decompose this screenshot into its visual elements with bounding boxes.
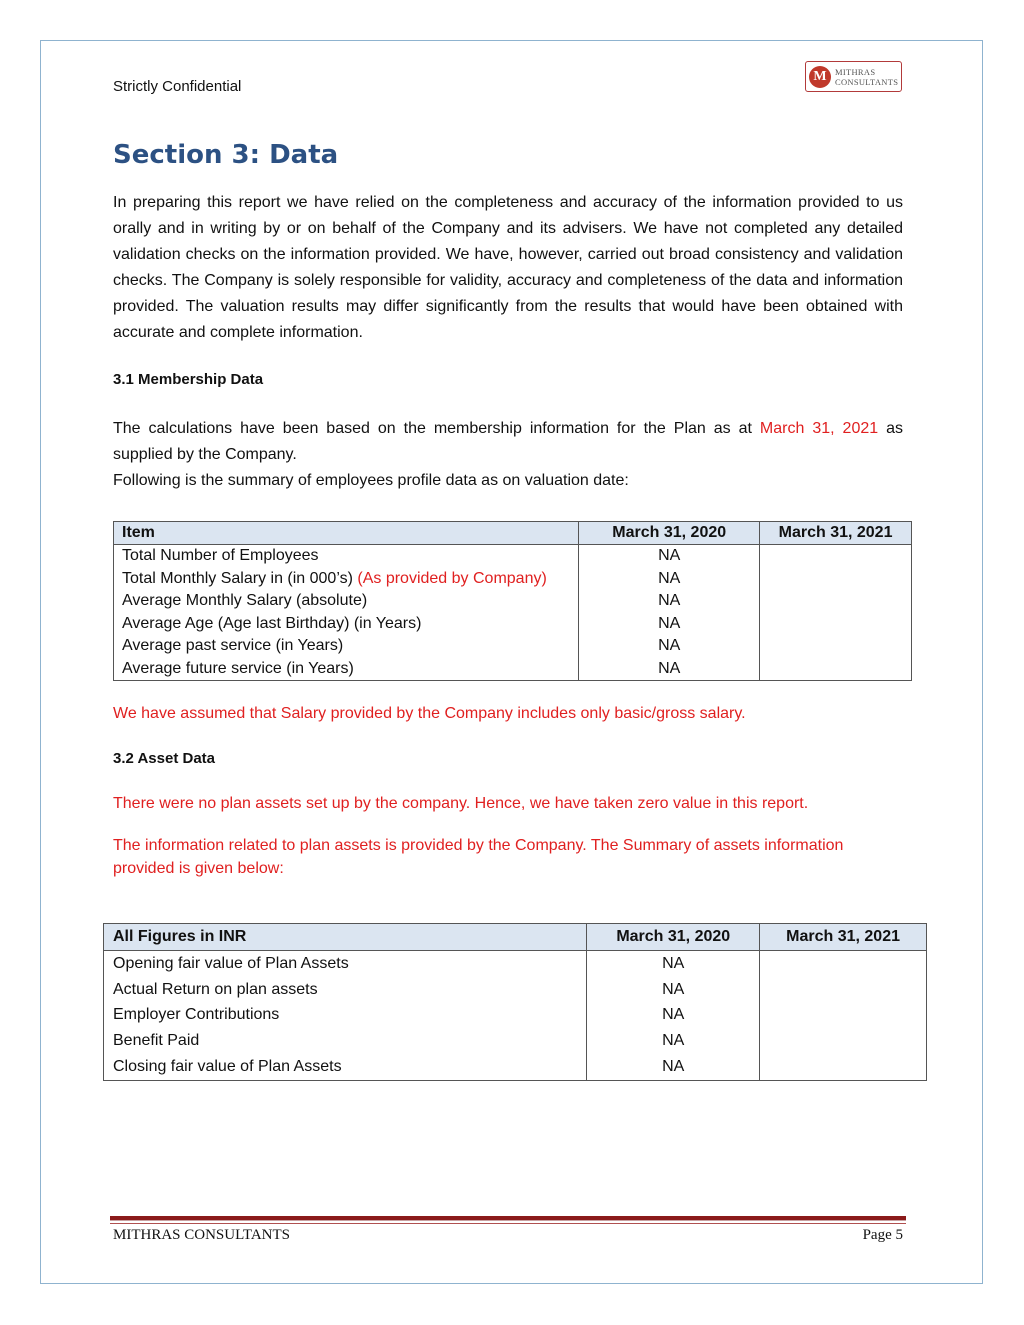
membership-heading: 3.1 Membership Data: [113, 371, 264, 388]
row-item: Total Number of Employees: [114, 545, 579, 568]
table-row: [114, 635, 912, 658]
header-2020: March 31, 2020: [579, 522, 760, 545]
row-2021: [760, 568, 912, 591]
row-item: Actual Return on plan assets: [104, 977, 587, 1003]
header-2021: March 31, 2021: [760, 522, 912, 545]
row-item-note: (As provided by Company): [357, 569, 547, 587]
table-row: [114, 568, 912, 591]
asset-note-2: The information related to plan assets is provided by the Company. The Summary of assets information provided is given below:: [113, 837, 844, 877]
table-row: [104, 1054, 927, 1080]
table-header-row: [104, 924, 927, 951]
company-logo: [805, 61, 902, 92]
membership-text-line2: Following is the summary of employees profile data as on valuation date:: [113, 472, 629, 489]
table-row: [104, 1028, 927, 1054]
row-2020: NA: [579, 568, 760, 591]
row-2020: NA: [579, 635, 760, 658]
asset-note-1: There were no plan assets set up by the company. Hence, we have taken zero value in this report.: [113, 795, 809, 812]
table-row: [114, 613, 912, 636]
membership-table: [113, 521, 912, 681]
row-2020: NA: [587, 1054, 760, 1080]
section-title: Section 3: Data: [113, 140, 339, 170]
table-row: [104, 1003, 927, 1029]
table-row: [114, 590, 912, 613]
table-row: [114, 545, 912, 568]
row-2021: [760, 951, 927, 977]
row-2021: [760, 613, 912, 636]
row-item: [114, 568, 579, 591]
row-2020: NA: [579, 613, 760, 636]
row-2021: [760, 977, 927, 1003]
row-item: Closing fair value of Plan Assets: [104, 1054, 587, 1080]
row-item: Average past service (in Years): [114, 635, 579, 658]
logo-mark-icon: M: [809, 66, 831, 88]
salary-assumption-note: We have assumed that Salary provided by the Company includes only basic/gross salary.: [113, 705, 746, 722]
row-2020: NA: [587, 1028, 760, 1054]
page-number: Page 5: [862, 1227, 903, 1243]
valuation-date: March 31, 2021: [759, 420, 879, 437]
logo-text: [835, 67, 898, 87]
row-2020: NA: [587, 977, 760, 1003]
footer-rule: [110, 1216, 906, 1221]
footer-rule-thin: [110, 1223, 906, 1224]
logo-line-1: MITHRAS: [835, 66, 876, 77]
row-2021: [760, 1003, 927, 1029]
row-item: Employer Contributions: [104, 1003, 587, 1029]
row-item: Benefit Paid: [104, 1028, 587, 1054]
asset-heading: 3.2 Asset Data: [113, 750, 215, 767]
row-item: Average future service (in Years): [114, 658, 579, 681]
table-row: [114, 658, 912, 681]
asset-table: [103, 923, 927, 1081]
row-item: Average Age (Age last Birthday) (in Years): [114, 613, 579, 636]
membership-paragraph: [113, 416, 903, 494]
row-2021: [760, 545, 912, 568]
row-2021: [760, 590, 912, 613]
membership-text-part2: as supplied by the Company.: [113, 420, 904, 463]
membership-text-part1: The calculations have been based on the membership information for the Plan as at: [113, 420, 760, 437]
row-2020: NA: [579, 658, 760, 681]
row-2021: [760, 1054, 927, 1080]
row-2020: NA: [587, 951, 760, 977]
row-2020: NA: [579, 590, 760, 613]
header-item: Item: [114, 522, 579, 545]
header-2021: March 31, 2021: [760, 924, 927, 951]
confidential-label: Strictly Confidential: [113, 78, 242, 95]
row-2021: [760, 658, 912, 681]
row-2021: [760, 635, 912, 658]
row-2020: NA: [579, 545, 760, 568]
membership-text: [113, 416, 903, 468]
row-item-text: Total Monthly Salary in (in 000’s): [122, 569, 358, 587]
table-row: [104, 977, 927, 1003]
logo-line-2: CONSULTANTS: [835, 76, 899, 87]
header-2020: March 31, 2020: [587, 924, 760, 951]
table-header-row: [114, 522, 912, 545]
row-item: Average Monthly Salary (absolute): [114, 590, 579, 613]
header-item: All Figures in INR: [104, 924, 587, 951]
intro-paragraph: In preparing this report we have relied on the completeness and accuracy of the information provided to us orally and in writing by or on behalf of the Company and its advisers. We have not completed any detailed validation checks on the information provided. We have, however, carried out broad consistency and validation checks. The Company is solely responsible for validity, accuracy and completeness of the data and information provided. The valuation results may differ significantly from the results that would have been obtained with accurate and complete information.: [113, 194, 903, 341]
table-row: [104, 951, 927, 977]
row-2020: NA: [587, 1003, 760, 1029]
row-2021: [760, 1028, 927, 1054]
footer-company: MITHRAS CONSULTANTS: [113, 1227, 291, 1243]
row-item: Opening fair value of Plan Assets: [104, 951, 587, 977]
